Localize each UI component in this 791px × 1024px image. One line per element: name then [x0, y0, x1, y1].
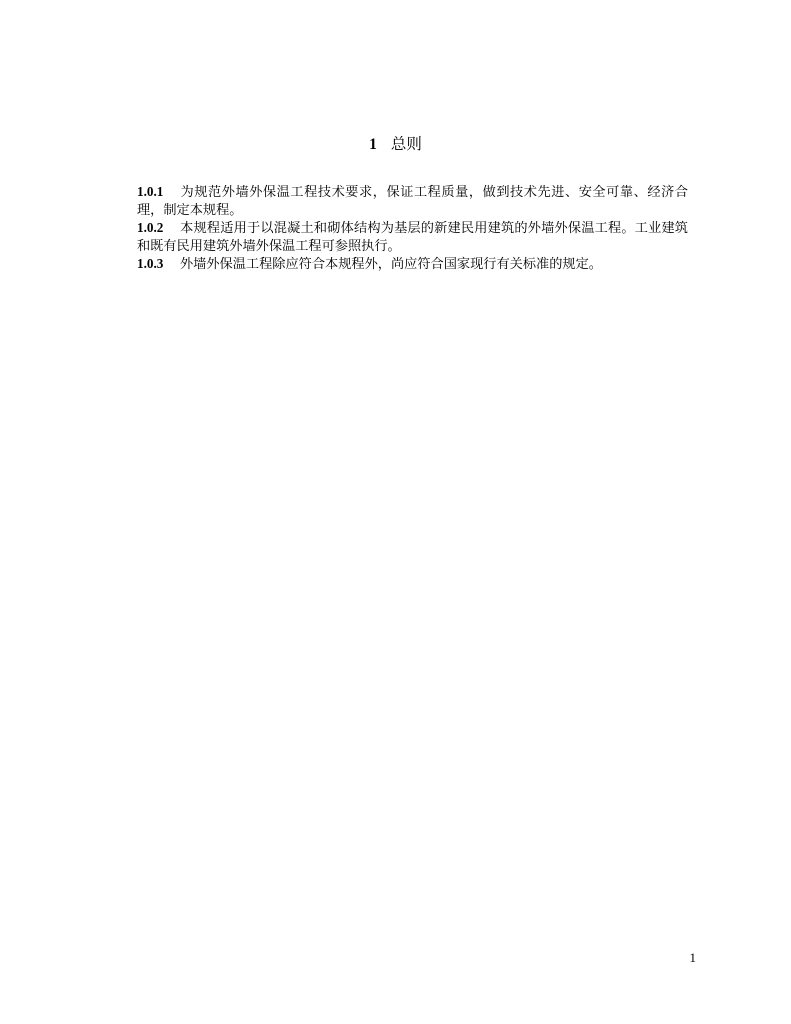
clause-1-0-3: [137, 255, 688, 274]
chapter-title-text: 总则: [390, 135, 422, 153]
clause-list: [137, 183, 688, 274]
page-number: 1: [689, 950, 696, 965]
clause-text: 本规程适用于以混凝土和砌体结构为基层的新建民用建筑的外墙外保温工程。工业建筑和既有民用建筑外墙外保温工程可参照执行。: [137, 221, 688, 254]
clause-1-0-2: [137, 219, 688, 255]
clause-number: 1.0.1: [137, 184, 164, 199]
clause-number: 1.0.3: [137, 256, 164, 272]
clause-1-0-1: [137, 183, 688, 219]
clause-text: 外墙外保温工程除应符合本规程外，尚应符合国家现行有关标准的规定。: [180, 257, 602, 273]
chapter-number: 1: [369, 136, 377, 153]
clause-text: 为规范外墙外保温工程技术要求，保证工程质量，做到技术先进、安全可靠、经济合理，制定本规程。: [137, 185, 688, 218]
chapter-heading: [0, 134, 791, 155]
clause-number: 1.0.2: [137, 220, 164, 236]
